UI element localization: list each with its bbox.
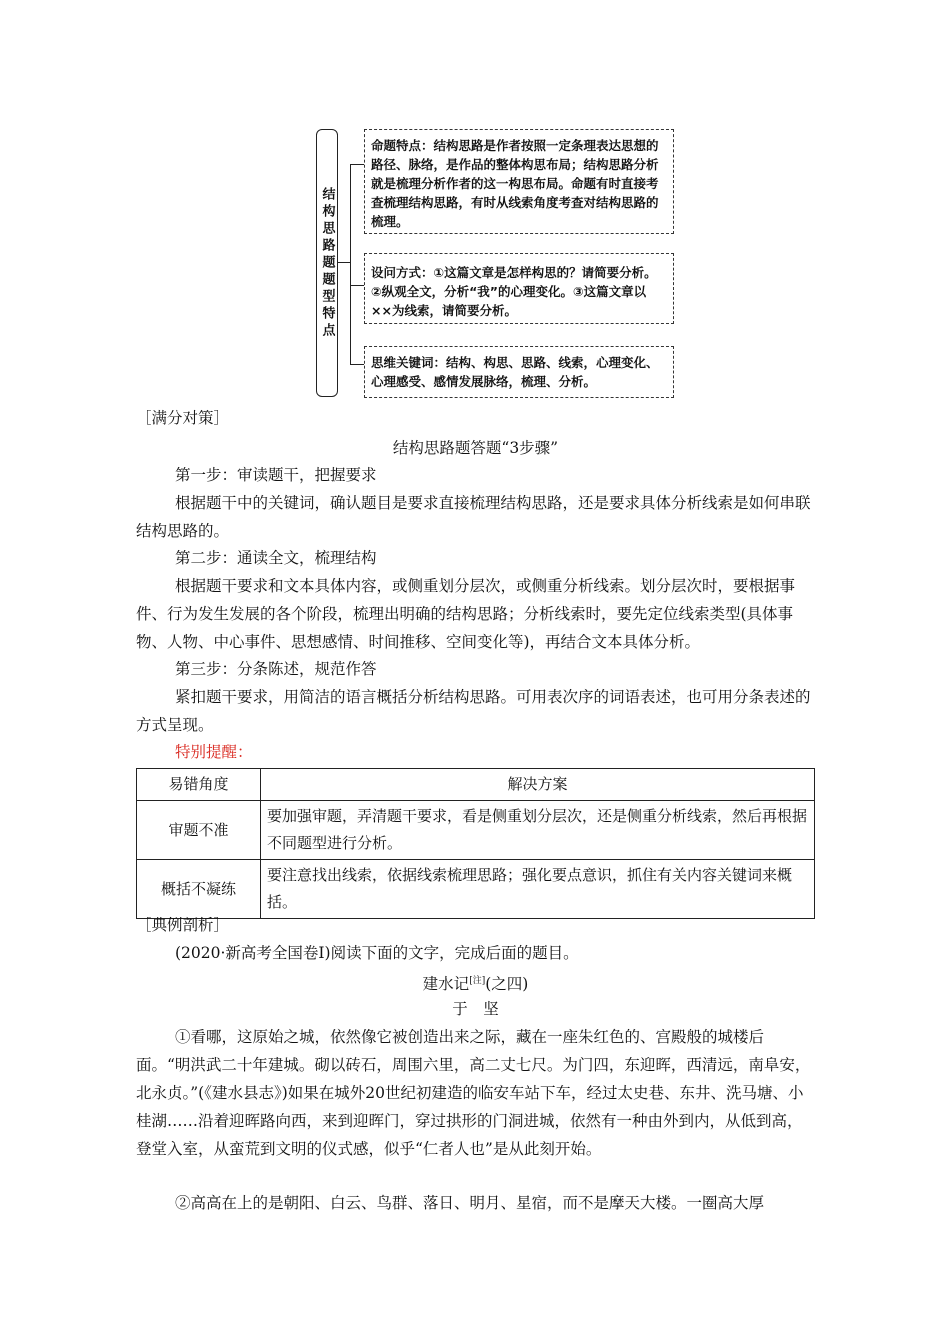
step1-text: 根据题干中的关键词，确认题目是要求直接梳理结构思路，还是要求具体分析线索是如何串联结构思路的。 <box>136 494 811 540</box>
exam-source: (2020·新高考全国卷Ⅰ)阅读下面的文字，完成后面的题目。 <box>175 944 579 962</box>
article-title-line <box>136 967 815 998</box>
connector-branch-2 <box>350 285 364 286</box>
connector-vertical <box>350 164 351 364</box>
table-header-row <box>137 769 815 801</box>
step3-title: 第三步：分条陈述，规范作答 <box>175 660 377 678</box>
connector-branch-1 <box>350 164 364 165</box>
special-reminder: 特别提醒： <box>175 743 253 761</box>
article-title: 建水记 <box>422 975 470 994</box>
article-subtitle: (之四) <box>485 975 529 994</box>
connector-branch-3 <box>350 364 364 365</box>
diagram-title: 结构思路题题型特点 <box>319 186 335 340</box>
diagram-box-questions: 设问方式：①这篇文章是怎样构思的？请简要分析。②纵观全文，分析“我”的心理变化。③这篇文章以××为线索，请简要分析。 <box>364 253 674 324</box>
table-cell: 要加强审题，弄清题干要求，看是侧重划分层次，还是侧重分析线索，然后再根据不同题型进行分析。 <box>261 801 815 860</box>
table-cell: 要注意找出线索，依据线索梳理思路；强化要点意识，抓住有关内容关键词来概括。 <box>261 860 815 919</box>
tips-table <box>136 768 815 919</box>
table-cell: 审题不准 <box>137 801 261 860</box>
section-heading-strategy: ［满分对策］ <box>136 409 230 427</box>
article-note: [注] <box>469 976 486 986</box>
table-header-cell: 易错角度 <box>137 769 261 801</box>
step1-title: 第一步：审读题干，把握要求 <box>175 466 377 484</box>
table-cell: 概括不凝练 <box>137 860 261 919</box>
paragraph-2: ②高高在上的是朝阳、白云、鸟群、落日、明月、星宿，而不是摩天大楼。一圈高大厚 <box>175 1194 765 1212</box>
table-header-cell: 解决方案 <box>261 769 815 801</box>
diagram-title-box <box>316 129 338 397</box>
table-row <box>137 860 815 919</box>
step2-title: 第二步：通读全文，梳理结构 <box>175 549 377 567</box>
step3-text: 紧扣题干要求，用简洁的语言概括分析结构思路。可用表次序的词语表述，也可用分条表述的方式呈现。 <box>136 688 811 734</box>
connector-horizontal <box>338 262 350 263</box>
paragraph-1: ①看哪，这原始之城，依然像它被创造出来之际，藏在一座朱红色的、宫殿般的城楼后面。“明洪武二十年建城。砌以砖石，周围六里，高二丈七尺。为门四，东迎晖，西清远，南阜安，北永贞。”(《建水县志》)如果在城外20世纪初建造的临安车站下车，经过太史巷、东井、洗马塘、小桂湖……沿着迎晖路向西，来到迎晖门，穿过拱形的门洞进城，依然有一种由外到内，从低到高，登堂入室，从蛮荒到文明的仪式感，似乎“仁者人也”是从此刻开始。 <box>136 1028 811 1158</box>
table-row <box>137 801 815 860</box>
diagram-box-keywords: 思维关键词：结构、构思、思路、线索，心理变化、心理感受、感情发展脉络，梳理、分析。 <box>364 346 674 398</box>
article-author: 于 坚 <box>452 1000 499 1018</box>
strategy-title: 结构思路题答题“3步骤” <box>392 439 559 457</box>
step2-text: 根据题干要求和文本具体内容，或侧重划分层次，或侧重分析线索。划分层次时，要根据事件、行为发生发展的各个阶段，梳理出明确的结构思路；分析线索时，要先定位线索类型(具体事物、人物、中心事件、思想感情、时间推移、空间变化等)，再结合文本具体分析。 <box>136 577 796 651</box>
section-heading-example: ［典例剖析］ <box>136 916 230 934</box>
diagram-box-features: 命题特点：结构思路是作者按照一定条理表达思想的路径、脉络，是作品的整体构思布局；结构思路分析就是梳理分析作者的这一构思布局。命题有时直接考查梳理结构思路，有时从线索角度考查对结构思路的梳理。 <box>364 129 674 234</box>
